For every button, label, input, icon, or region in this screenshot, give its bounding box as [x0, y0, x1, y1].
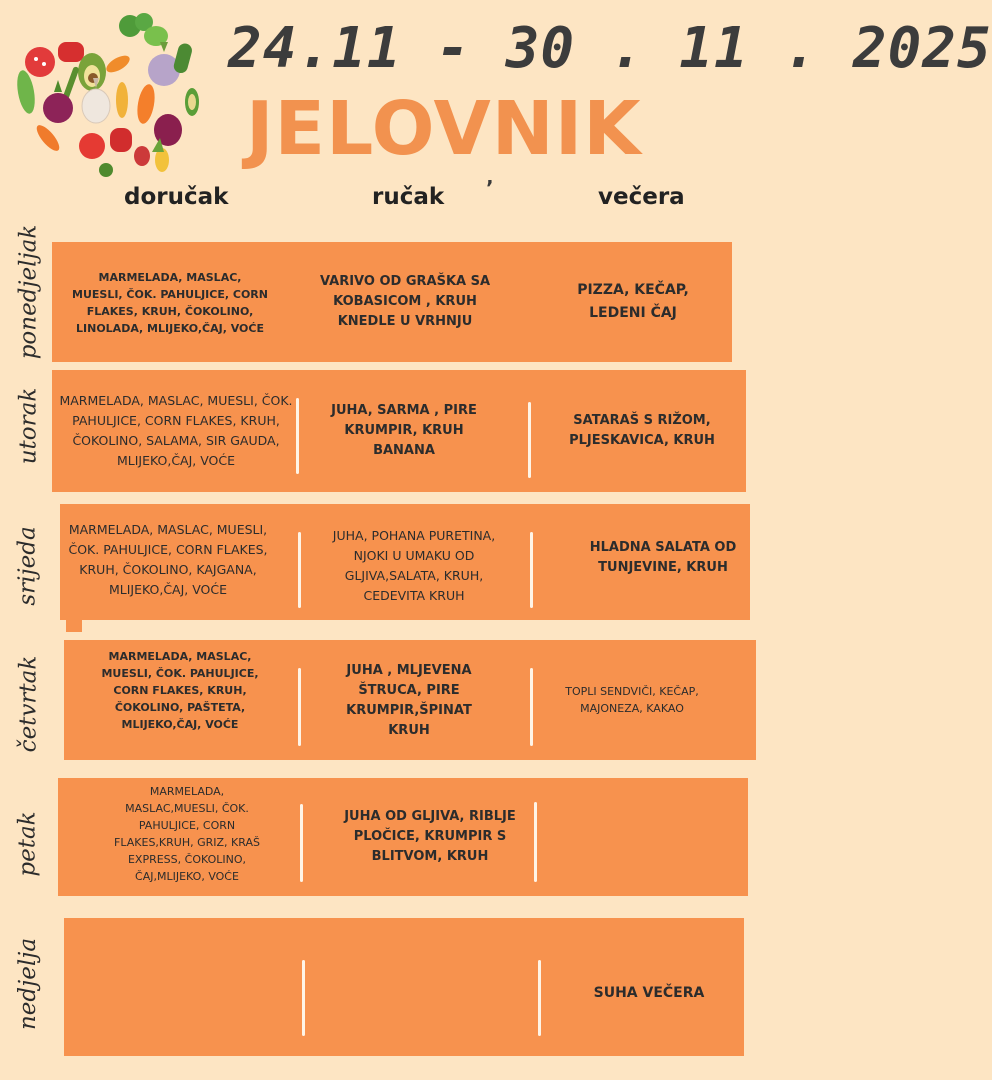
separator — [530, 668, 533, 746]
sunday-dinner: SUHA VEČERA — [593, 985, 705, 1001]
separator — [534, 802, 537, 882]
date-range: 24.11 - 30 . 11 . 2025 — [228, 16, 992, 81]
monday-dinner: PIZZA, KEČAP, LEDENI ČAJ — [577, 282, 689, 321]
wednesday-lunch: JUHA, POHANA PURETINA, NJOKI U UMAKU OD GLJIVA,SALATA, KRUH, CEDEVITA KRUH — [332, 528, 496, 603]
day-label-sunday: nedjelja — [15, 937, 41, 1031]
day-label-thursday: četvrtak — [15, 655, 41, 753]
separator — [300, 804, 303, 882]
day-label-friday: petak — [15, 811, 42, 877]
sunday-lunch — [320, 930, 516, 1040]
friday-lunch: JUHA OD GLJIVA, RIBLJE PLOČICE, KRUMPIR S BLITVOM, KRUH — [344, 809, 516, 864]
tuesday-breakfast: MARMELADA, MASLAC, MUESLI, ČOK. PAHULJICE, CORN FLAKES, KRUH, ČOKOLINO, SALAMA, SIR GAUDA, MLIJEKO,ČAJ, VOĆE — [59, 393, 293, 468]
separator — [530, 532, 533, 608]
monday-breakfast: MARMELADA, MASLAC, MUESLI, ČOK. PAHULJICE, CORN FLAKES, KRUH, ČOKOLINO, LINOLADA, MLIJEKO,ČAJ, VOĆE — [72, 271, 268, 335]
separator — [298, 532, 301, 608]
monday-lunch: VARIVO OD GRAŠKA SA KOBASICOM , KRUH KNEDLE U VRHNJU — [319, 274, 491, 329]
thursday-breakfast: MARMELADA, MASLAC, MUESLI, ČOK. PAHULJICE, CORN FLAKES, KRUH, ČOKOLINO, PAŠTETA, MLIJEKO,ČAJ, VOĆE — [101, 649, 259, 731]
separator — [528, 402, 531, 478]
sunday-breakfast — [80, 930, 280, 1040]
friday-breakfast: MARMELADA, MASLAC,MUESLI, ČOK. PAHULJICE, CORN FLAKES,KRUH, GRIZ, KRAŠ EXPRESS, ČOKOLINO, ČAJ,MLIJEKO, VOĆE — [114, 785, 260, 883]
thursday-dinner: TOPLI SENDVIČI, KEČAP, MAJONEZA, KAKAO — [565, 685, 699, 715]
friday-dinner — [556, 796, 726, 878]
vegetables-heart-illustration — [14, 6, 200, 182]
day-label-wednesday: srijeda — [15, 526, 41, 606]
tuesday-dinner: SATARAŠ S RIŽOM, PLJESKAVICA, KRUH — [569, 413, 715, 448]
decorative-tab — [66, 612, 82, 632]
decorative-mark: ’ — [486, 176, 494, 200]
separator — [538, 960, 541, 1036]
wednesday-dinner: HLADNA SALATA OD TUNJEVINE, KRUH — [589, 540, 737, 575]
column-header-dinner: večera — [598, 184, 685, 210]
column-header-breakfast: doručak — [124, 184, 229, 210]
separator — [302, 960, 305, 1036]
separator — [296, 398, 299, 474]
day-label-tuesday: utorak — [15, 387, 42, 465]
separator — [298, 668, 301, 746]
wednesday-breakfast: MARMELADA, MASLAC, MUESLI, ČOK. PAHULJICE, CORN FLAKES, KRUH, ČOKOLINO, KAJGANA, MLIJEKO,ČAJ, VOĆE — [68, 522, 268, 597]
day-label-monday: ponedjeljak — [15, 224, 42, 360]
tuesday-lunch: JUHA, SARMA , PIRE KRUMPIR, KRUH BANANA — [331, 403, 477, 458]
column-header-lunch: ručak — [372, 184, 445, 210]
page-title: JELOVNIK — [246, 86, 642, 172]
thursday-lunch: JUHA , MLJEVENA ŠTRUCA, PIRE KRUMPIR,ŠPINAT KRUH — [346, 663, 472, 738]
